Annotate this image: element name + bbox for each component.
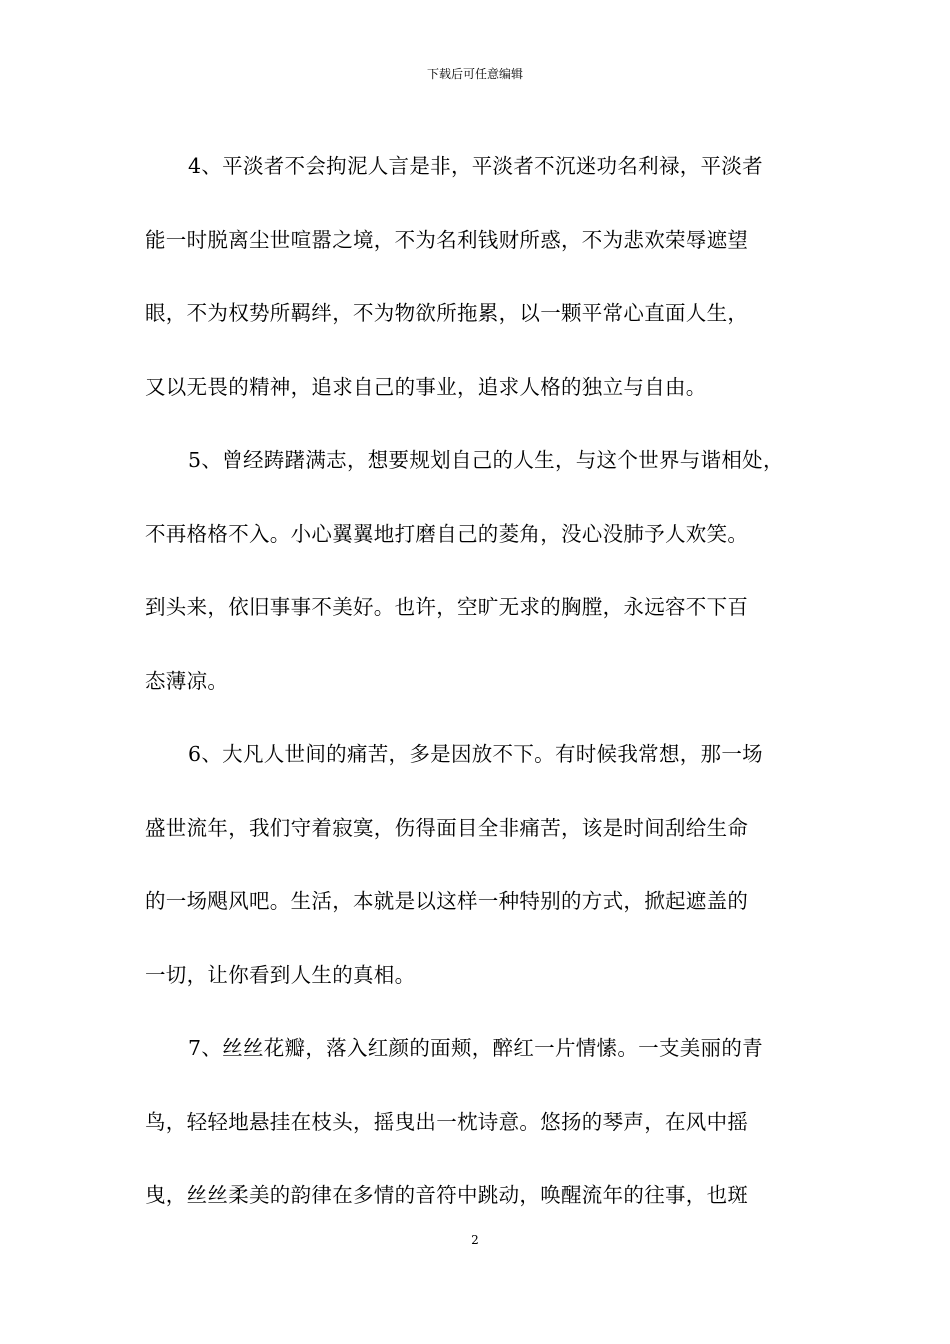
paragraph-4 <box>145 130 815 424</box>
text-line: 盛世流年，我们守着寂寞，伤得面目全非痛苦，该是时间刮给生命 <box>145 815 749 840</box>
document-body <box>145 130 815 1233</box>
text-line: 5、曾经踌躇满志，想要规划自己的人生，与这个世界与谐相处， <box>188 448 784 472</box>
text-line: 不再格格不入。小心翼翼地打磨自己的菱角，没心没肺予人欢笑。 <box>145 521 749 546</box>
text-line: 态薄凉。 <box>145 668 229 693</box>
paragraph-7 <box>145 1012 815 1233</box>
text-line: 6、大凡人世间的痛苦，多是因放不下。有时候我常想，那一场 <box>188 742 763 766</box>
page-number: 2 <box>471 1233 479 1247</box>
text-line: 鸟，轻轻地悬挂在枝头，摇曳出一枕诗意。悠扬的琴声，在风中摇 <box>145 1109 749 1134</box>
text-line: 4、平淡者不会拘泥人言是非，平淡者不沉迷功名利禄，平淡者 <box>188 154 763 178</box>
text-line: 又以无畏的精神，追求自己的事业，追求人格的独立与自由。 <box>145 374 707 399</box>
paragraph-6 <box>145 718 815 1012</box>
text-line: 能一时脱离尘世喧嚣之境，不为名利钱财所惑，不为悲欢荣辱遮望 <box>145 227 749 252</box>
text-line: 眼，不为权势所羁绊，不为物欲所拖累，以一颗平常心直面人生， <box>145 301 749 325</box>
paragraph-5 <box>145 424 815 718</box>
text-line: 到头来，依旧事事不美好。也许，空旷无求的胸膛，永远容不下百 <box>145 595 749 619</box>
text-line: 7、丝丝花瓣，落入红颜的面颊，醉红一片情愫。一支美丽的青 <box>188 1036 763 1060</box>
text-line: 曳，丝丝柔美的韵律在多情的音符中跳动，唤醒流年的往事，也斑 <box>145 1183 749 1207</box>
header-note: 下载后可任意编辑 <box>426 67 523 81</box>
text-line: 一切，让你看到人生的真相。 <box>145 962 416 987</box>
page-footer <box>0 1232 950 1248</box>
page-header <box>0 66 950 82</box>
text-line: 的一场飓风吧。生活，本就是以这样一种特别的方式，掀起遮盖的 <box>145 889 749 913</box>
